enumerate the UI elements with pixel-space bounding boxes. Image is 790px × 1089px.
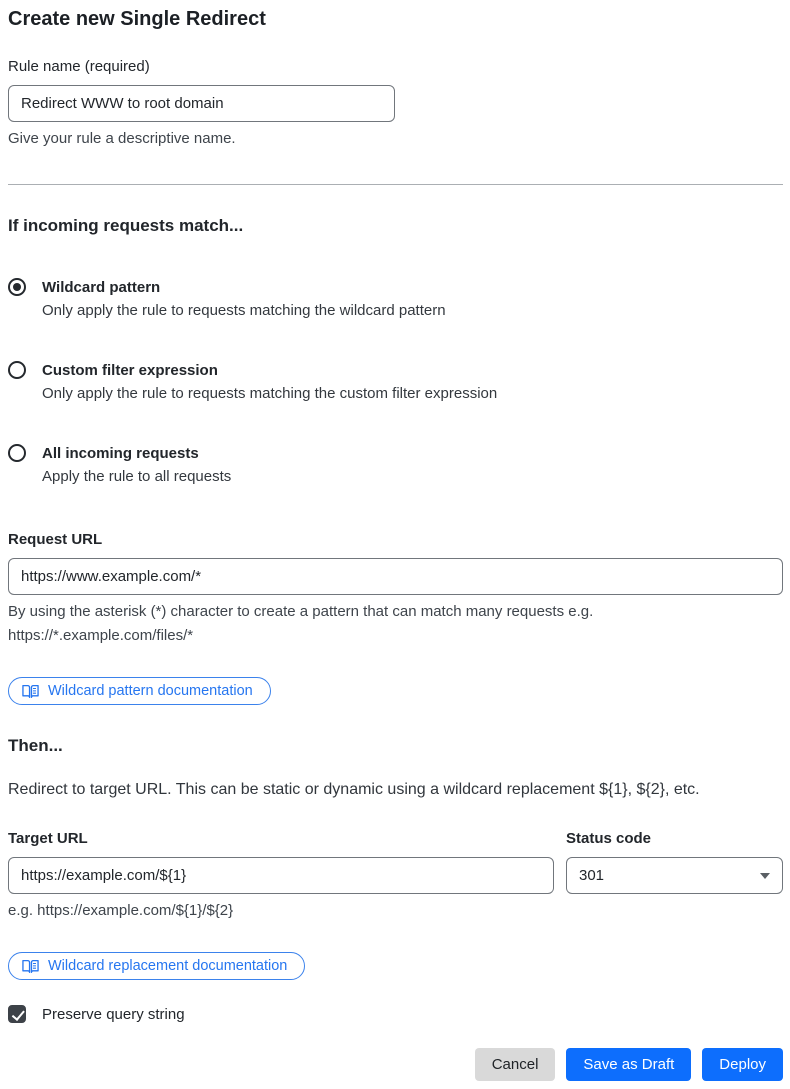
request-url-help-line1: By using the asterisk (*) character to create a pattern that can match many requests e.g. — [8, 603, 594, 620]
wildcard-replacement-doc-label: Wildcard replacement documentation — [48, 958, 288, 974]
option-all-requests — [8, 442, 783, 489]
chevron-down-icon — [760, 873, 770, 879]
preserve-query-label[interactable]: Preserve query string — [42, 1005, 185, 1023]
wildcard-pattern-description: Only apply the rule to requests matching the wildcard pattern — [42, 302, 446, 319]
target-url-label: Target URL — [8, 830, 88, 847]
target-url-column — [8, 828, 554, 894]
cancel-button[interactable]: Cancel — [475, 1048, 556, 1081]
target-status-row — [8, 828, 783, 894]
all-requests-label[interactable]: All incoming requests — [42, 445, 199, 462]
custom-filter-description: Only apply the rule to requests matching the custom filter expression — [42, 385, 498, 402]
option-custom-filter — [8, 359, 783, 406]
status-code-select[interactable] — [566, 857, 783, 894]
custom-filter-label[interactable]: Custom filter expression — [42, 362, 218, 379]
preserve-query-checkbox[interactable] — [8, 1005, 26, 1023]
rule-name-label: Rule name (required) — [8, 58, 150, 75]
then-section-heading: Then... — [8, 736, 63, 755]
match-section-heading: If incoming requests match... — [8, 216, 244, 235]
rule-name-input[interactable] — [8, 85, 395, 122]
deploy-button[interactable]: Deploy — [702, 1048, 783, 1081]
wildcard-pattern-doc-label: Wildcard pattern documentation — [48, 683, 253, 699]
preserve-query-row — [8, 1005, 783, 1023]
page-title: Create new Single Redirect — [8, 8, 266, 30]
all-requests-description: Apply the rule to all requests — [42, 468, 232, 485]
option-wildcard-pattern — [8, 276, 783, 323]
wildcard-pattern-doc-button[interactable] — [8, 677, 271, 705]
status-code-column — [566, 828, 783, 894]
status-code-value: 301 — [579, 867, 605, 884]
custom-filter-radio[interactable] — [8, 361, 26, 379]
request-url-label: Request URL — [8, 531, 103, 548]
then-description: Redirect to target URL. This can be static or dynamic using a wildcard replacement ${1}, ${2}, etc. — [8, 781, 700, 798]
target-url-help: e.g. https://example.com/${1}/${2} — [8, 902, 234, 919]
wildcard-pattern-radio[interactable] — [8, 278, 26, 296]
status-code-label: Status code — [566, 830, 652, 847]
wildcard-pattern-label[interactable]: Wildcard pattern — [42, 279, 161, 296]
section-divider — [8, 184, 783, 185]
all-requests-radio[interactable] — [8, 444, 26, 462]
wildcard-replacement-doc-button[interactable] — [8, 952, 305, 980]
target-url-input[interactable] — [8, 857, 554, 894]
request-url-input[interactable] — [8, 558, 783, 595]
save-as-draft-button[interactable]: Save as Draft — [566, 1048, 691, 1081]
book-icon — [22, 959, 39, 974]
request-url-block — [8, 529, 783, 705]
book-icon — [22, 684, 39, 699]
rule-name-help: Give your rule a descriptive name. — [8, 130, 236, 147]
form-actions — [8, 1048, 783, 1081]
match-options — [8, 276, 783, 489]
request-url-help-line2: https://*.example.com/files/* — [8, 627, 194, 644]
